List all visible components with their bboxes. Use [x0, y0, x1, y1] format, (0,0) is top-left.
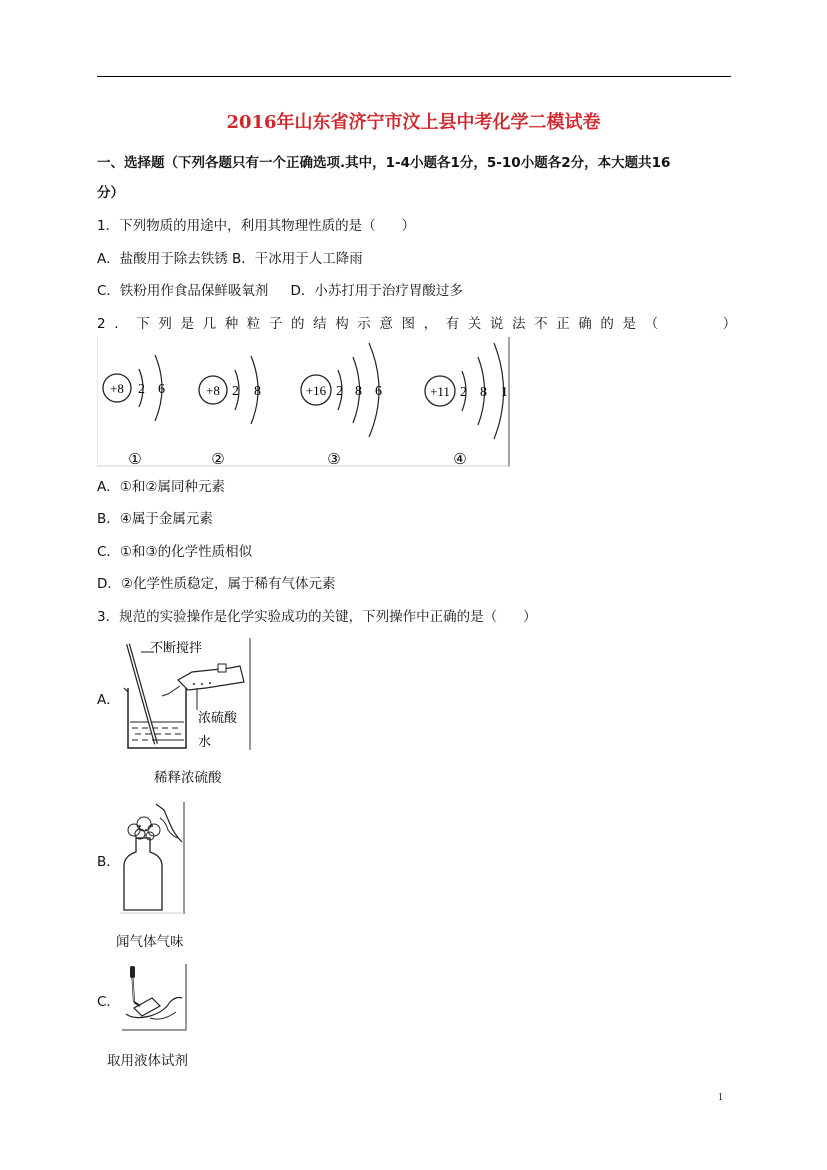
question-2-option-c: C．①和③的化学性质相似	[97, 544, 253, 560]
question-3-text: 3．规范的实验操作是化学实验成功的关键，下列操作中正确的是（	[97, 609, 498, 625]
atom-2-shell-1: 2	[232, 384, 239, 399]
atom-1-shell-1: 2	[138, 382, 145, 397]
question-1-option-c: C．铁粉用作食品保鲜吸氧剂	[97, 283, 269, 299]
question-1-text: 1．下列物质的用途中，利用其物理性质的是（	[97, 218, 376, 234]
question-2-option-a: A．①和②属同种元素	[97, 479, 225, 495]
section-heading-cont: 分）	[97, 185, 124, 201]
dilute-acid-figure	[122, 636, 252, 753]
atom-3-label: ③	[327, 450, 341, 467]
atom-2-shell-2: 8	[254, 384, 261, 399]
atom-2-diagram	[199, 356, 261, 467]
question-2-option-b: B．④属于金属元素	[97, 511, 213, 527]
header-rule	[97, 76, 731, 77]
question-1-option-d: D．小苏打用于治疗胃酸过多	[290, 283, 463, 299]
atom-4-diagram	[425, 343, 508, 467]
atom-4-shell-1: 2	[460, 385, 467, 400]
question-3-stem	[97, 605, 537, 625]
question-3-option-b-caption: 闻气体气味	[116, 934, 184, 950]
question-3-option-a-label: A．	[97, 692, 120, 708]
atom-4-shell-3: 1	[501, 385, 508, 400]
question-2-paren-close: ）	[722, 316, 745, 332]
fig-a-water-label: 水	[198, 735, 212, 750]
question-1-paren-close: ）	[401, 218, 416, 234]
question-1-stem	[97, 214, 415, 234]
page-number: 1	[718, 1092, 723, 1103]
question-1-options-ab: A．盐酸用于除去铁锈 B．干冰用于人工降雨	[97, 251, 363, 267]
atom-3-shell-3: 6	[375, 384, 382, 399]
question-3-option-c-label: C．	[97, 994, 120, 1010]
smell-gas-figure	[118, 800, 186, 916]
atom-1-nucleus: +8	[110, 381, 124, 396]
atom-4-label: ④	[453, 450, 467, 467]
atom-3-shell-2: 8	[355, 384, 362, 399]
liquid-reagent-figure	[120, 962, 188, 1032]
atom-2-label: ②	[211, 450, 225, 467]
atom-1-shell-2: 6	[158, 382, 165, 397]
atom-3-diagram	[301, 343, 382, 467]
question-1-options-cd	[97, 279, 463, 299]
fig-a-stir-label: 不断搅拌	[150, 641, 203, 656]
section-heading: 一、选择题（下列各题只有一个正确选项.其中，1-4小题各1分，5-10小题各2分，本大题共16	[97, 155, 671, 171]
question-3-option-c-caption: 取用液体试剂	[107, 1053, 188, 1069]
atom-3-nucleus: +16	[305, 383, 327, 398]
question-3-option-a-caption: 稀释浓硫酸	[154, 770, 222, 786]
fig-a-acid-label: 浓硫酸	[198, 711, 238, 726]
question-2-stem	[97, 312, 745, 332]
atom-4-shell-2: 8	[480, 385, 487, 400]
atom-2-nucleus: +8	[206, 383, 220, 398]
question-3-option-b-label: B．	[97, 854, 120, 870]
atom-4-nucleus: +11	[430, 384, 450, 399]
atomic-structure-figure	[97, 337, 510, 467]
atom-1-diagram	[103, 355, 165, 467]
question-2-text: 2．下列是几种粒子的结构示意图，有关说法不正确的是（	[97, 316, 667, 332]
question-3-paren-close: ）	[523, 609, 537, 625]
atom-3-shell-1: 2	[336, 384, 343, 399]
question-2-option-d: D．②化学性质稳定，属于稀有气体元素	[97, 576, 336, 592]
document-title: 2016年山东省济宁市汶上县中考化学二模试卷	[226, 112, 601, 133]
atom-1-label: ①	[128, 450, 142, 467]
